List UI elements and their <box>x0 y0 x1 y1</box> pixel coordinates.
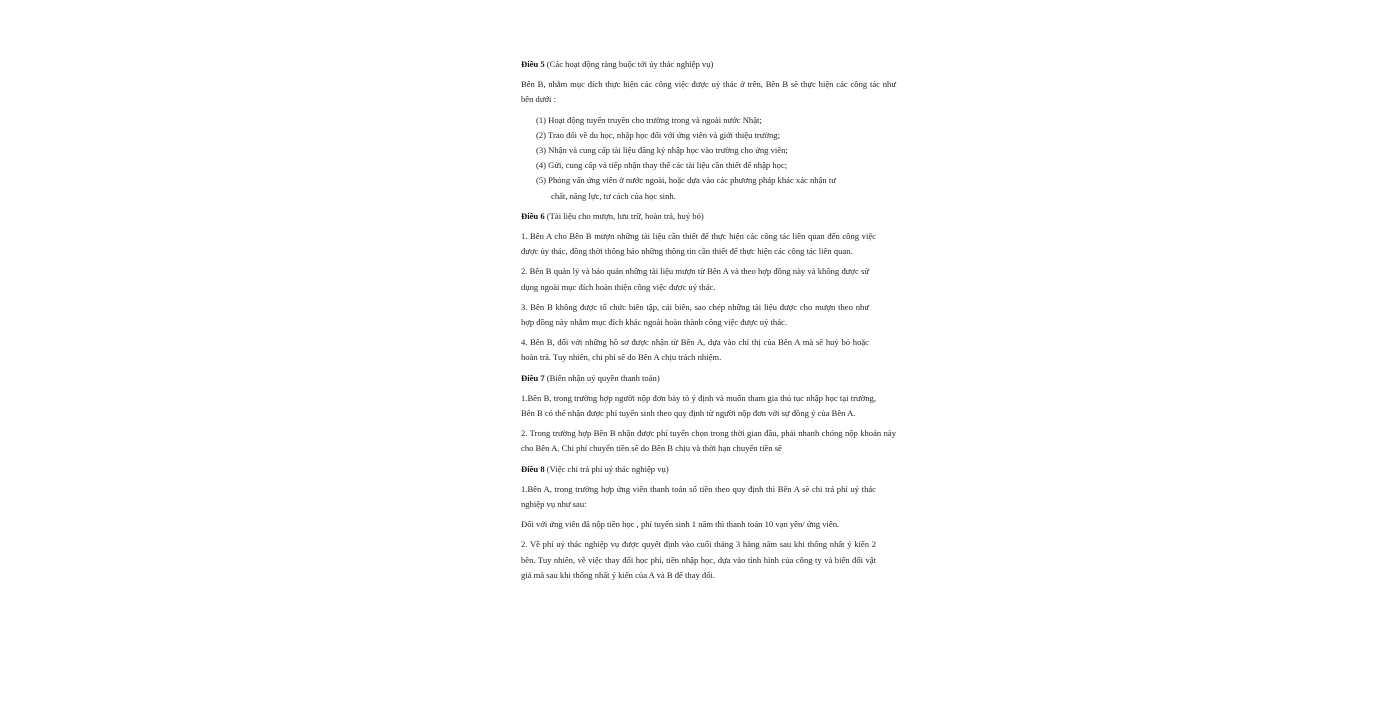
article-7-paragraph-2: 2. Trong trường hợp Bên B nhận được phí tuyển chọn trong thời gian đầu, phải nhanh chóng nộp khoản này cho Bên A. Chi phí chuyển tiền sẽ do Bên B chịu và thời hạn chuyển tiền sẽ <box>521 428 896 454</box>
list-item-text: (5) Phỏng vấn ứng viên ở nước ngoài, hoặc dựa vào các phương pháp khác xác nhận tư <box>536 175 836 186</box>
article-5-list <box>536 113 896 204</box>
article-7-paragraph-1: 1.Bên B, trong trường hợp người nộp đơn bày tỏ ý định và muốn tham gia thủ tục nhập học tại trường, Bên B có thể nhận được phí tuyển sinh theo quy định từ người nộp đơn với sự đồng ý của Bên A. <box>521 392 876 419</box>
list-item: (3) Nhận và cung cấp tài liệu đăng ký nhập học vào trường cho ứng viên; <box>536 145 788 156</box>
article-6-paragraph-2: 2. Bên B quản lý và bảo quản những tài liệu mượn từ Bên A và theo hợp đồng này và không được sử dụng ngoài mục đích hoàn thiện công việc được uỷ thác. <box>521 266 869 292</box>
article-6-paragraph-3: 3. Bên B không được tổ chức biên tập, cải biên, sao chép những tài liệu được cho mượn theo như hợp đồng này nhằm mục đích khác ngoài hoàn thành công việc được uỷ thác. <box>521 301 869 328</box>
article-5-title: (Các hoạt động ràng buộc tới ủy thác nghiệp vụ) <box>546 59 714 69</box>
article-6-title: (Tài liệu cho mượn, lưu trữ, hoàn trả, huỷ bỏ) <box>546 210 704 221</box>
article-7-title: (Biên nhận uỷ quyền thanh toán) <box>546 372 660 383</box>
list-item-continuation: chất, năng lực, tư cách của học sinh. <box>551 190 676 201</box>
list-item: (4) Gửi, cung cấp và tiếp nhận thay thế các tài liệu cần thiết để nhập học; <box>536 160 788 171</box>
document-page <box>521 57 896 588</box>
article-5-heading <box>521 57 896 72</box>
article-6-heading <box>521 209 896 224</box>
article-5-intro: Bên B, nhằm mục đích thực hiện các công việc được uỷ thác ở trên, Bên B sẽ thực hiện các công tác như bên dưới : <box>521 79 896 105</box>
article-5-label: Điều 5 <box>521 59 545 69</box>
article-8-title: (Việc chi trả phí uỷ thác nghiệp vụ) <box>546 463 669 474</box>
article-8-paragraph-3: 2. Về phí uỷ thác nghiệp vụ được quyết định vào cuối tháng 3 hàng năm sau khi thống nhất ý kiến 2 bên. Tuy nhiên, về việc thay đổi học phí, tiền nhập học, dựa vào tình hình của công ty và biến đổi vật giá mà sau khi thống nhất ý kiến của A và B để thay đổi. <box>521 539 876 580</box>
article-6-paragraph-4: 4. Bên B, đối với những hồ sơ được nhận từ Bên A, dựa vào chỉ thị của Bên A mà sẽ huỷ bỏ hoặc hoàn trả. Tuy nhiên, chi phí sẽ do Bên A chịu trách nhiệm. <box>521 337 869 363</box>
article-6-label: Điều 6 <box>521 210 545 221</box>
article-8-paragraph-2: Đối với ứng viên đã nộp tiền học , phí tuyển sinh 1 năm thì thanh toán 10 vạn yên/ ứng viên. <box>521 519 840 530</box>
list-item: (2) Trao đổi về du học, nhập học đối với ứng viên và giới thiệu trường; <box>536 129 780 140</box>
article-7-label: Điều 7 <box>521 372 545 383</box>
article-7-heading <box>521 371 896 386</box>
article-6-paragraph-1: 1. Bên A cho Bên B mượn những tài liệu cần thiết để thực hiện các công tác liên quan đến công việc được ủy thác, đồng thời thông báo những thông tin cần thiết để thực hiện các công tác liên quan. <box>521 231 876 257</box>
article-8-label: Điều 8 <box>521 463 545 474</box>
list-item <box>536 173 896 203</box>
article-8-paragraph-1: 1.Bên A, trong trường hợp ứng viên thanh toán số tiền theo quy định thì Bên A sẽ chi trả phí uỷ thác nghiệp vụ như sau: <box>521 483 876 510</box>
list-item: (1) Hoạt động tuyển truyền cho trường trong và ngoài nước Nhật; <box>536 114 762 125</box>
article-8-heading <box>521 462 896 477</box>
